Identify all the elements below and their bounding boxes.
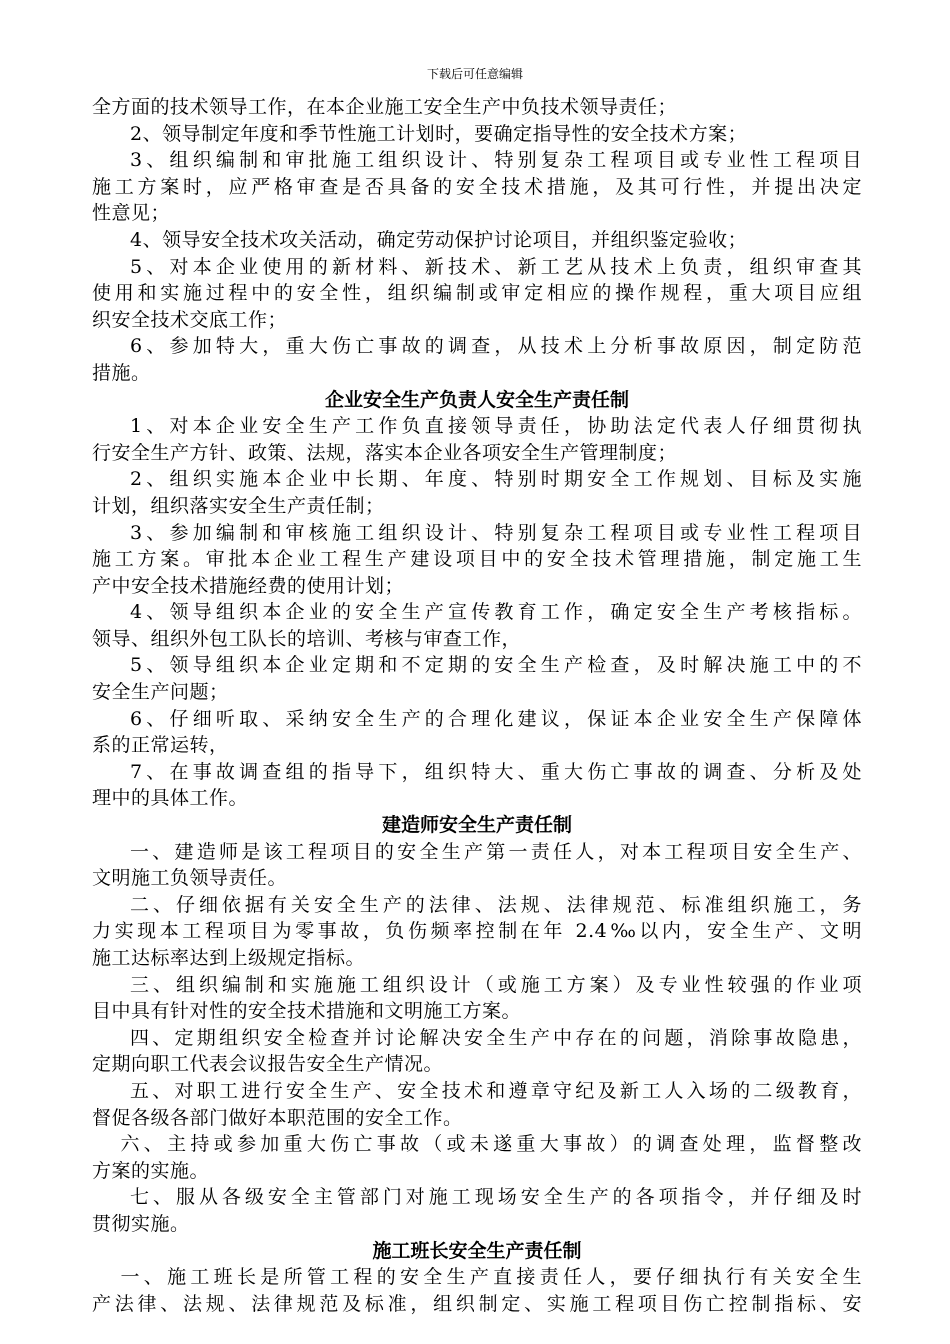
paragraph-line: 产法律、法规、法律规范及标准，组织制定、实施工程项目伤亡控制指标、安 xyxy=(92,1292,862,1315)
paragraph-line: 督促各级各部门做好本职范围的安全工作。 xyxy=(92,1106,463,1129)
paragraph-line: 一、建造师是该工程项目的安全生产第一责任人，对本工程项目安全生产、 xyxy=(130,840,862,863)
document-body xyxy=(92,94,862,1317)
paragraph-line: 6、参加特大，重大伤亡事故的调查，从技术上分析事故原因，制定防范 xyxy=(130,335,862,358)
paragraph-line: 目中具有针对性的安全技术措施和文明施工方案。 xyxy=(92,1000,522,1023)
paragraph-line: 7、在事故调查组的指导下，组织特大、重大伤亡事故的调查、分析及处 xyxy=(130,760,862,783)
paragraph-line: 系的正常运转， xyxy=(92,734,229,757)
paragraph-line: 4、领导组织本企业的安全生产宣传教育工作，确定安全生产考核指标。 xyxy=(130,601,862,624)
paragraph-line: 力实现本工程项目为零事故，负伤频率控制在年 2.4‰以内，安全生产、文明 xyxy=(92,920,862,943)
paragraph-line: 一、施工班长是所管工程的安全生产直接责任人，要仔细执行有关安全生 xyxy=(120,1266,862,1289)
section-heading: 企业安全生产负责人安全生产责任制 xyxy=(324,388,629,411)
paragraph-line: 1、对本企业安全生产工作负直接领导责任，协助法定代表人仔细贯彻执 xyxy=(130,415,862,438)
paragraph-line: 施工方案。审批本企业工程生产建设项目中的安全技术管理措施，制定施工生 xyxy=(92,548,862,571)
paragraph-line: 定期向职工代表会议报告安全生产情况。 xyxy=(92,1053,444,1076)
paragraph-line: 3、组织编制和审批施工组织设计、特别复杂工程项目或专业性工程项目 xyxy=(130,149,862,172)
paragraph-line: 4、领导安全技术攻关活动，确定劳动保护讨论项目，并组织鉴定验收； xyxy=(130,228,748,251)
section-heading: 施工班长安全生产责任制 xyxy=(372,1239,582,1262)
paragraph-line: 织安全技术交底工作； xyxy=(92,308,288,331)
paragraph-line: 性意见； xyxy=(92,202,171,225)
paragraph-line: 行安全生产方针、政策、法规，落实本企业各项安全生产管理制度； xyxy=(92,441,678,464)
paragraph-line: 计划，组织落实安全生产责任制； xyxy=(92,494,385,517)
paragraph-line: 5、对本企业使用的新材料、新技术、新工艺从技术上负责，组织审查其 xyxy=(130,255,862,278)
section-heading: 建造师安全生产责任制 xyxy=(381,814,572,837)
paragraph-line: 6、仔细听取、采纳安全生产的合理化建议，保证本企业安全生产保障体 xyxy=(130,707,862,730)
paragraph-line: 施工方案时，应严格审查是否具备的安全技术措施，及其可行性，并提出决定 xyxy=(92,175,862,198)
paragraph-line: 理中的具体工作。 xyxy=(92,787,249,810)
paragraph-line: 安全生产问题； xyxy=(92,681,229,704)
paragraph-line: 5、领导组织本企业定期和不定期的安全生产检查，及时解决施工中的不 xyxy=(130,654,862,677)
paragraph-line: 方案的实施。 xyxy=(92,1159,210,1182)
page-header-note: 下载后可任意编辑 xyxy=(426,67,523,81)
paragraph-line: 二、仔细依据有关安全生产的法律、法规、法律规范、标准组织施工，务 xyxy=(130,893,862,916)
paragraph-line: 使用和实施过程中的安全性，组织编制或审定相应的操作规程，重大项目应组 xyxy=(92,282,862,305)
paragraph-line: 贯彻实施。 xyxy=(92,1212,190,1235)
paragraph-line: 2、领导制定年度和季节性施工计划时，要确定指导性的安全技术方案； xyxy=(130,122,748,145)
paragraph-line: 四、定期组织安全检查并讨论解决安全生产中存在的问题，消除事故隐患， xyxy=(130,1026,862,1049)
paragraph-line: 六、主持或参加重大伤亡事故（或未遂重大事故）的调查处理，监督整改 xyxy=(120,1133,862,1156)
paragraph-line: 2、组织实施本企业中长期、年度、特别时期安全工作规划、目标及实施 xyxy=(130,468,862,491)
paragraph-line: 七、服从各级安全主管部门对施工现场安全生产的各项指令，并仔细及时 xyxy=(130,1186,862,1209)
paragraph-line: 产中安全技术措施经费的使用计划； xyxy=(92,574,405,597)
paragraph-line: 文明施工负领导责任。 xyxy=(92,867,288,890)
paragraph-line: 全方面的技术领导工作，在本企业施工安全生产中负技术领导责任； xyxy=(92,96,678,118)
paragraph-line: 领导、组织外包工队长的培训、考核与审查工作， xyxy=(92,627,522,650)
paragraph-line: 施工达标率达到上级规定指标。 xyxy=(92,947,366,969)
paragraph-line: 三、组织编制和实施施工组织设计（或施工方案）及专业性较强的作业项 xyxy=(130,973,862,996)
paragraph-line: 3、参加编制和审核施工组织设计、特别复杂工程项目或专业性工程项目 xyxy=(130,521,862,544)
paragraph-line: 措施。 xyxy=(92,361,151,384)
paragraph-line: 五、对职工进行安全生产、安全技术和遵章守纪及新工人入场的二级教育， xyxy=(130,1079,862,1102)
